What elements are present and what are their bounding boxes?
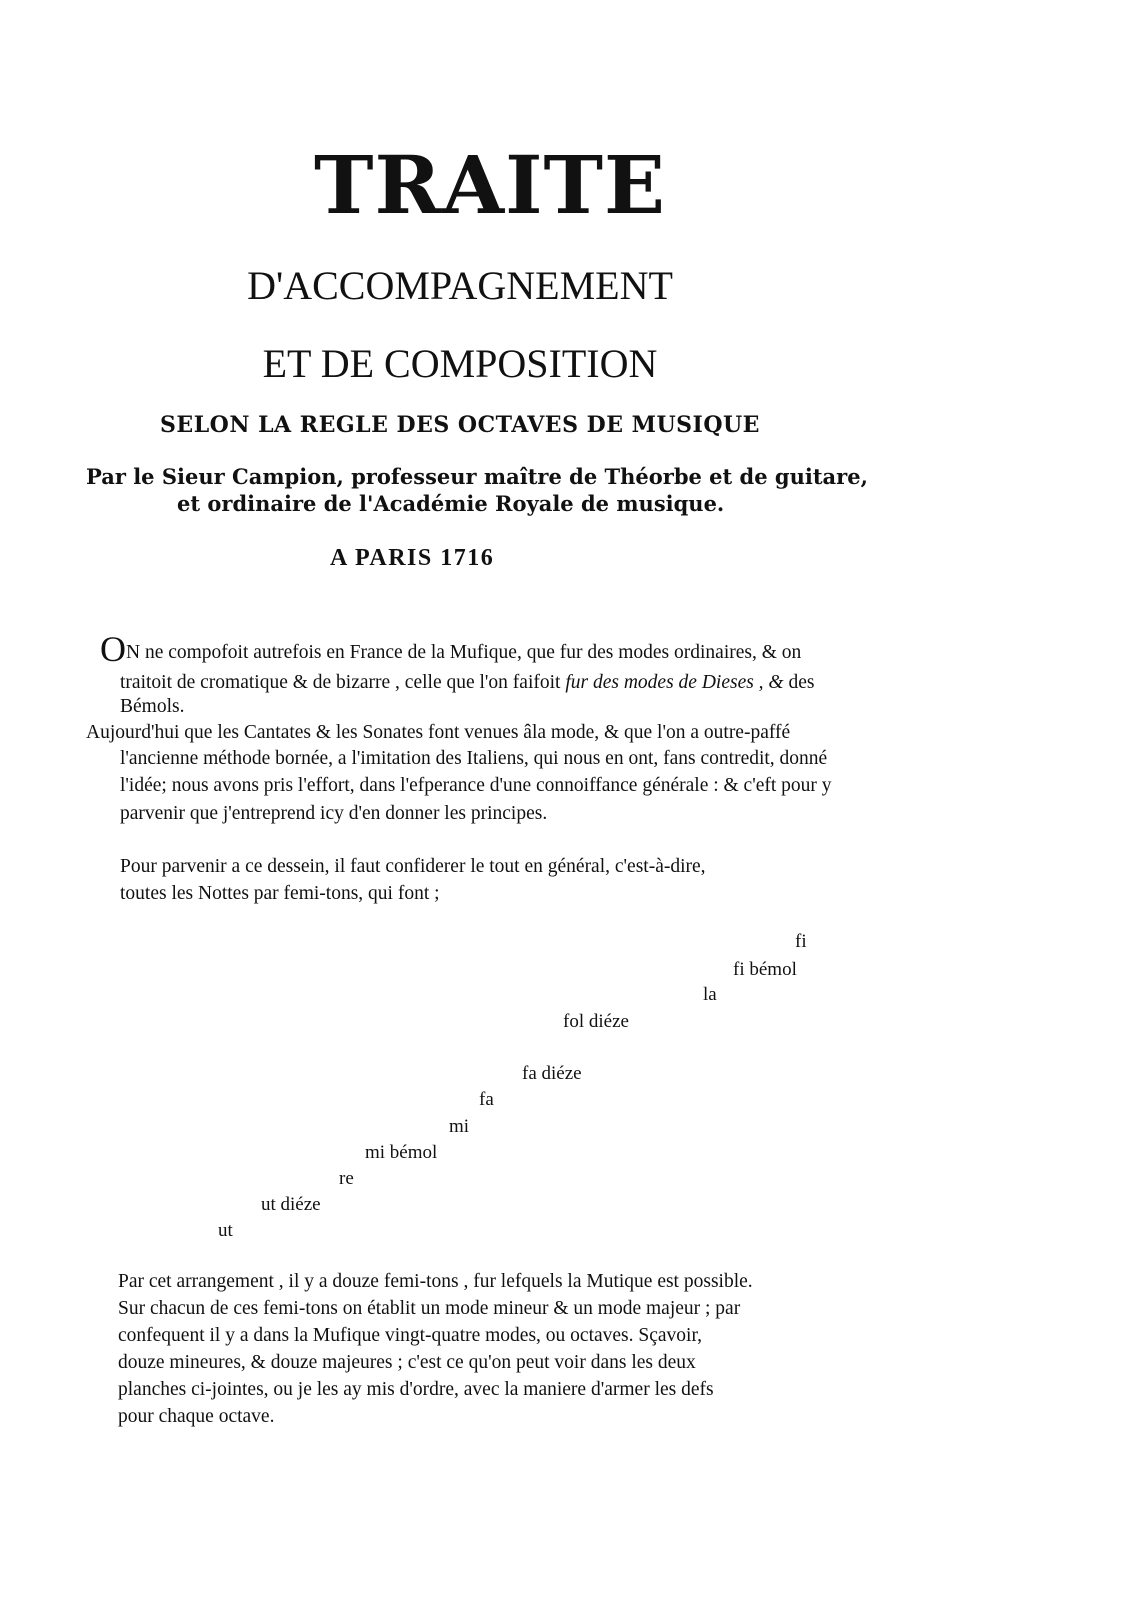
author-line-1: Par le Sieur Campion, professeur maître de Théorbe et de guitare,	[86, 464, 868, 489]
note-label: fa diéze	[522, 1063, 582, 1084]
note-label: mi	[449, 1116, 470, 1137]
paragraph-4-line-6: pour chaque octave.	[118, 1406, 275, 1427]
paragraph-1-line-2	[120, 669, 814, 696]
paragraph-3-line-2: toutes les Nottes par femi-tons, qui font ;	[120, 883, 440, 904]
paragraph-4-line-4: douze mineures, & douze majeures ; c'est ce qu'on peut voir dans les deux	[118, 1352, 696, 1373]
note-label: fi	[795, 931, 807, 952]
paragraph-1-line-1	[100, 629, 802, 669]
note-label: fol diéze	[563, 1011, 629, 1032]
note-label: mi bémol	[365, 1142, 438, 1163]
note-label: ut diéze	[261, 1194, 321, 1215]
place-date: A PARIS 1716	[330, 545, 495, 571]
paragraph-1-line-3: Bémols.	[120, 696, 185, 717]
note-label: la	[703, 984, 717, 1005]
text: des	[783, 672, 815, 693]
title-line-2: D'ACCOMPAGNEMENT	[247, 263, 673, 308]
subtitle: SELON LA REGLE DES OCTAVES DE MUSIQUE	[160, 412, 760, 438]
note-label: fa	[479, 1089, 494, 1110]
paragraph-2-line-3: l'idée; nous avons pris l'effort, dans l'efperance d'une connoiffance générale : & c'eft pour y	[120, 775, 832, 796]
italic-text: fur des modes de Dieses , &	[565, 672, 784, 693]
text: traitoit de cromatique & de bizarre , celle que l'on faifoit	[120, 672, 566, 693]
note-label: fi bémol	[733, 959, 797, 980]
paragraph-4-line-3: confequent il y a dans la Mufique vingt-quatre modes, ou octaves. Sçavoir,	[118, 1325, 703, 1346]
note-label: re	[339, 1168, 354, 1189]
text: N ne compofoit autrefois en France de la Mufique, que fur des modes ordinaires, & on	[126, 642, 802, 663]
paragraph-3-line-1: Pour parvenir a ce dessein, il faut confiderer le tout en général, c'est-à-dire,	[120, 856, 706, 877]
paragraph-2-line-2: l'ancienne méthode bornée, a l'imitation des Italiens, qui nous en ont, fans contredit, donné	[120, 748, 828, 769]
drop-cap: O	[100, 629, 126, 669]
paragraph-2-line-4: parvenir que j'entreprend icy d'en donner les principes.	[120, 803, 548, 824]
title-line-3: ET DE COMPOSITION	[262, 341, 658, 386]
paragraph-4-line-5: planches ci-jointes, ou je les ay mis d'ordre, avec la maniere d'armer les defs	[118, 1379, 714, 1400]
paragraph-2-line-1: Aujourd'hui que les Cantates & les Sonates font venues âla mode, & que l'on a outre-paffé	[86, 722, 791, 743]
note-label: ut	[218, 1220, 233, 1241]
paragraph-4-line-2: Sur chacun de ces femi-tons on établit un mode mineur & un mode majeur ; par	[118, 1298, 741, 1319]
author-line-2: et ordinaire de l'Académie Royale de musique.	[177, 491, 725, 516]
paragraph-4-line-1: Par cet arrangement , il y a douze femi-tons , fur lefquels la Mutique est possible.	[118, 1271, 753, 1292]
document-title: TRAITE	[313, 138, 666, 232]
